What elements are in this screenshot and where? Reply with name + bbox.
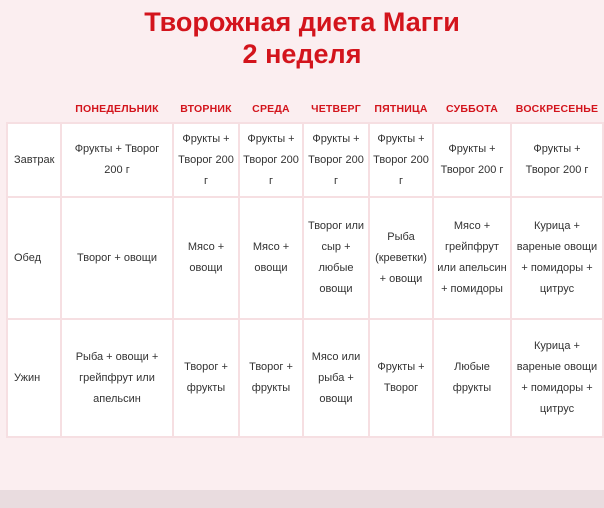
table-cell: Мясо + грейпфрут или апельсин + помидоры: [433, 197, 511, 319]
day-header-saturday: СУББОТА: [446, 103, 498, 115]
table-cell: Мясо или рыба + овощи: [303, 319, 369, 437]
title-line-1: Творожная диета Магги: [144, 7, 460, 37]
table-cell: Творог или сыр + любые овощи: [303, 197, 369, 319]
table-cell: Мясо + овощи: [173, 197, 239, 319]
table-cell: Творог + фрукты: [239, 319, 303, 437]
day-header-wednesday: СРЕДА: [252, 103, 290, 115]
table-cell: Фрукты + Творог 200 г: [61, 123, 173, 197]
page-title: [0, 6, 604, 70]
day-header-monday: ПОНЕДЕЛЬНИК: [75, 103, 159, 115]
day-header-thursday: ЧЕТВЕРГ: [311, 103, 361, 115]
table-cell: Фрукты + Творог 200 г: [369, 123, 433, 197]
table-cell: Фрукты + Творог 200 г: [511, 123, 603, 197]
table-cell: Фрукты + Творог 200 г: [433, 123, 511, 197]
table-cell: Творог + овощи: [61, 197, 173, 319]
day-header-sunday: ВОСКРЕСЕНЬЕ: [515, 103, 599, 115]
bottom-bar: [0, 490, 604, 508]
table-row-lunch: [7, 197, 603, 319]
day-header-tuesday: ВТОРНИК: [180, 103, 232, 115]
table-cell: Творог + фрукты: [173, 319, 239, 437]
title-line-2: 2 неделя: [242, 39, 362, 69]
diet-table: [6, 96, 604, 438]
table-row-breakfast: [7, 123, 603, 197]
table-cell: Курица + вареные овощи + помидоры + цитрус: [511, 319, 603, 437]
table-cell: Мясо + овощи: [239, 197, 303, 319]
table-cell: Любые фрукты: [433, 319, 511, 437]
table-row-dinner: [7, 319, 603, 437]
row-label-lunch: Обед: [7, 197, 61, 319]
table-cell: Рыба (креветки) + овощи: [369, 197, 433, 319]
row-label-dinner: Ужин: [7, 319, 61, 437]
table-cell: Фрукты + Творог 200 г: [239, 123, 303, 197]
table-cell: Фрукты + Творог 200 г: [303, 123, 369, 197]
table-cell: Фрукты + Творог: [369, 319, 433, 437]
row-label-breakfast: Завтрак: [7, 123, 61, 197]
header-corner: [7, 96, 61, 123]
table-cell: Рыба + овощи + грейпфрут или апельсин: [61, 319, 173, 437]
table-cell: Фрукты + Творог 200 г: [173, 123, 239, 197]
day-header-friday: ПЯТНИЦА: [374, 103, 428, 115]
table-cell: Курица + вареные овощи + помидоры + цитрус: [511, 197, 603, 319]
header-row: [7, 96, 603, 123]
